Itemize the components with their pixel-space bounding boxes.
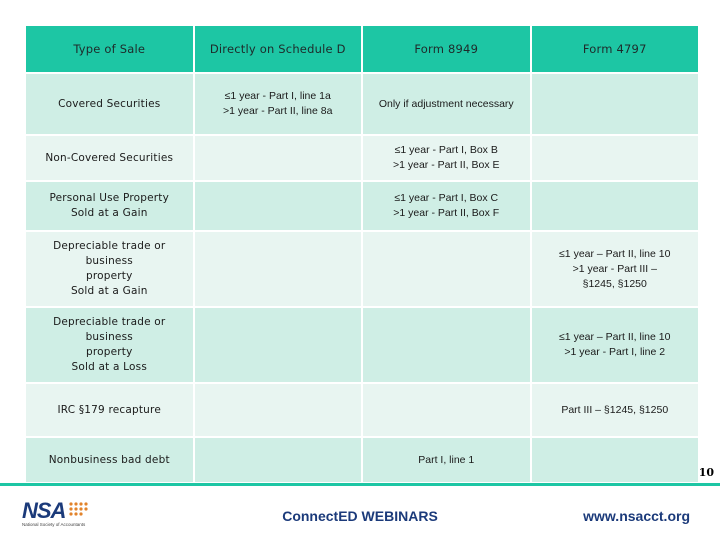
cell-form-8949	[363, 232, 530, 306]
cell-form-8949	[363, 308, 530, 382]
table-row	[26, 438, 698, 482]
cell-form-8949: Part I, line 1	[363, 438, 530, 482]
row-type: Depreciable trade or business property Sold at a Gain	[26, 232, 193, 306]
cell-form-4797: ≤1 year – Part II, line 10 >1 year - Part III – §1245, §1250	[532, 232, 699, 306]
cell-form-4797	[532, 74, 699, 134]
cell-form-4797	[532, 182, 699, 230]
cell-schedule-d: ≤1 year - Part I, line 1a >1 year - Part II, line 8a	[195, 74, 362, 134]
cell-form-8949: Only if adjustment necessary	[363, 74, 530, 134]
cell-schedule-d	[195, 182, 362, 230]
cell-form-8949: ≤1 year - Part I, Box C >1 year - Part II, Box F	[363, 182, 530, 230]
logo-subtext: National Society of Accountants	[22, 522, 86, 527]
cell-schedule-d	[195, 136, 362, 180]
table-row	[26, 384, 698, 436]
header-form-4797: Form 4797	[532, 26, 699, 72]
row-type: Personal Use Property Sold at a Gain	[26, 182, 193, 230]
cell-form-4797	[532, 136, 699, 180]
header-form-8949: Form 8949	[363, 26, 530, 72]
cell-schedule-d	[195, 438, 362, 482]
footer-banner	[0, 483, 720, 540]
footer-divider	[0, 483, 720, 486]
table-row	[26, 232, 698, 306]
table-row	[26, 182, 698, 230]
row-type: Covered Securities	[26, 74, 193, 134]
sale-reporting-table	[24, 24, 700, 484]
table-header-row	[26, 26, 698, 72]
table-row	[26, 74, 698, 134]
cell-form-4797: Part III – §1245, §1250	[532, 384, 699, 436]
cell-schedule-d	[195, 384, 362, 436]
cell-form-8949	[363, 384, 530, 436]
cell-form-4797: ≤1 year – Part II, line 10 >1 year - Part I, line 2	[532, 308, 699, 382]
row-type: IRC §179 recapture	[26, 384, 193, 436]
row-type: Depreciable trade or business property Sold at a Loss	[26, 308, 193, 382]
cell-form-4797	[532, 438, 699, 482]
table-row	[26, 308, 698, 382]
row-type: Non-Covered Securities	[26, 136, 193, 180]
logo-wordmark: NSA	[22, 498, 66, 523]
table-row	[26, 136, 698, 180]
row-type: Nonbusiness bad debt	[26, 438, 193, 482]
website-link[interactable]: www.nsacct.org	[583, 508, 690, 524]
page-number: 10	[698, 466, 714, 479]
cell-schedule-d	[195, 232, 362, 306]
header-type-of-sale: Type of Sale	[26, 26, 193, 72]
webinar-title: ConnectED WEBINARS	[282, 508, 438, 524]
cell-schedule-d	[195, 308, 362, 382]
header-schedule-d: Directly on Schedule D	[195, 26, 362, 72]
cell-form-8949: ≤1 year - Part I, Box B >1 year - Part II, Box E	[363, 136, 530, 180]
